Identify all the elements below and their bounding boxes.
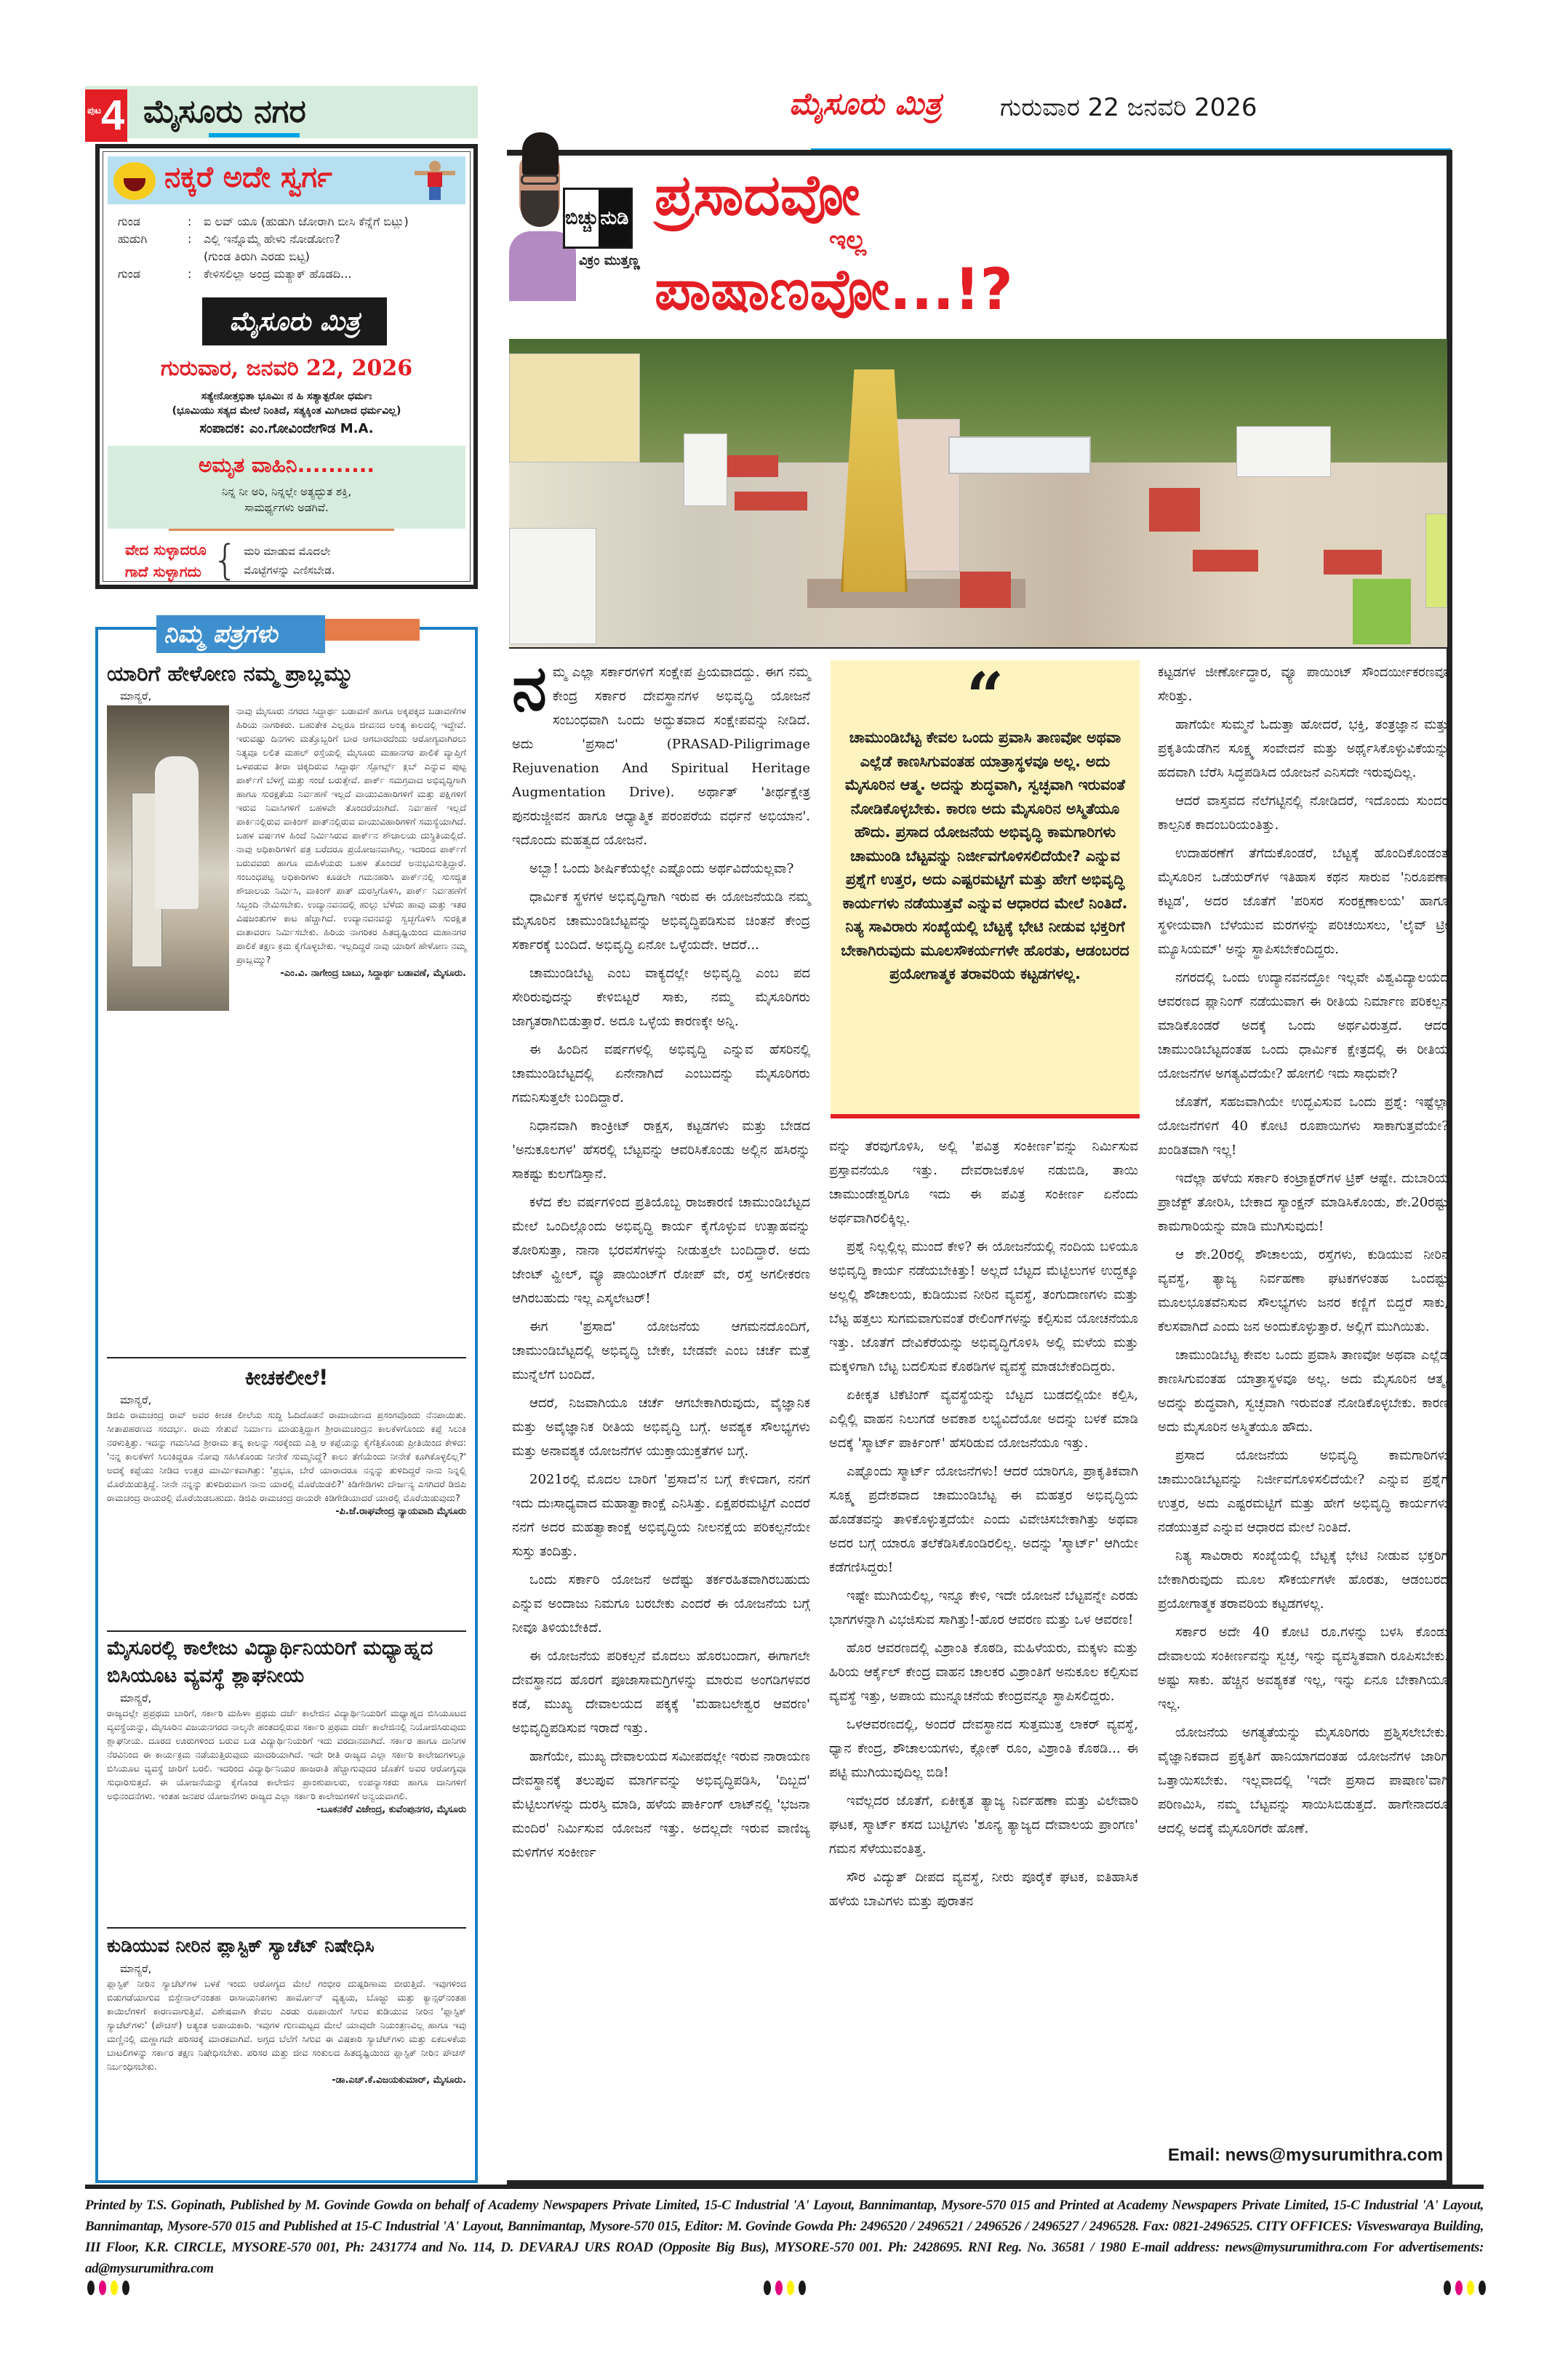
article-paragraph: ಇದೆಲ್ಲಾ ಹಳೆಯ ಸರ್ಕಾರಿ ಕಂಟ್ರಾಕ್ಟರ್‌ಗಳ ಟ್ರಿಕ್ ಆಷ್ಟೇ. ದುಬಾರಿಯ ಪ್ರಾಜೆಕ್ಟ್ ತೋರಿಸಿ, ಬೇಕಾದ ಸ್ಯಾಂಕ್ಷನ್ ಮಾಡಿಸಿಕೊಂಡು, ಶೇ.20ರಷ್ಟು ಕಾಮಗಾರಿಯನ್ನು ಮಾಡಿ ಮುಗಿಸುವುದು! [1158,1171,1449,1234]
letter-title: ಮೈಸೂರಲ್ಲಿ ಕಾಲೇಜು ವಿದ್ಯಾರ್ಥಿನಿಯರಿಗೆ ಮಧ್ಯಾಹ್ನದ ಬಿಸಿಯೂಟ ವ್ಯವಸ್ಥೆ ಶ್ಲಾಘನೀಯ [107,1637,433,1687]
article-paragraph: ಒಳಆವರಣದಲ್ಲಿ, ಅಂದರೆ ದೇವಸ್ಥಾನದ ಸುತ್ತಮುತ್ತ ಲಾಕರ್ ವ್ಯವಸ್ಥೆ, ಧ್ಯಾನ ಕೇಂದ್ರ, ಶೌಚಾಲಯಗಳು, ಕ್ಲೋಕ್ ರೂಂ, ವಿಶ್ರಾಂತಿ ಕೊಠಡಿ... ಈ ಪಟ್ಟಿ ಮುಗಿಯುವುದಿಲ್ಲ ಬಿಡಿ! [829,1717,1138,1780]
quote-mark-icon: “ [966,658,1004,735]
page-section-tab [85,86,478,138]
joke-text: ಐ ಲವ್ ಯೂ (ಹುಡುಗಿ ಜೋರಾಗಿ ಬೀಸಿ ಕೆನ್ನೆಗೆ ಬಿಟ್ಲು) [204,215,409,228]
page-label: ಪುಟ [87,105,102,116]
proverb-heading-line: ಗಾದೆ ಸುಳ್ಳಾಗದು [125,563,201,580]
amrutha-quote [108,484,465,516]
article-paragraph: ಏಕೀಕೃತ ಟಿಕೆಟಿಂಗ್ ವ್ಯವಸ್ಥೆಯನ್ನು ಬೆಟ್ಟದ ಬುಡದಲ್ಲಿಯೇ ಕಲ್ಪಿಸಿ, ಎಲ್ಲಿಲ್ಲಿ ವಾಹನ ನಿಲುಗಡೆ ಅವಕಾಶ ಲಭ್ಯವಿದೆಯೋ ಅದನ್ನು ಬಳಕೆ ಮಾಡಿ ಅದಕ್ಕೆ 'ಸ್ಮಾರ್ಟ್ ಪಾರ್ಕಿಂಗ್' ಹೆಸರಿಡುವ ಯೋಜನೆಯೂ ಇತ್ತು. [829,1388,1138,1451]
proverb-heading-line: ವೇದ ಸುಳ್ಳಾದರೂ [125,541,207,559]
letters-section [95,620,478,2183]
photo-roof [727,455,778,477]
photo-building [509,353,640,463]
letter-item [107,659,466,1014]
editorial-info-inner [103,151,471,582]
motto [103,389,470,418]
pull-quote [831,660,1140,1118]
proverb-line: ಮೊಟ್ಟೆಗಳನ್ನು ಎಣಿಸಬೇಡ. [244,564,335,577]
article-paragraph: ನಿಧಾನವಾಗಿ ಕಾಂಕ್ರೀಟ್ ರಾಕ್ಷಸ, ಕಟ್ಟಡಗಳು ಮತ್ತು ಬೇಡದ 'ಅನುಕೂಲಗಳ' ಹೆಸರಲ್ಲಿ ಬೆಟ್ಟವನ್ನು ಆವರಿಸಿಕೊಂಡು ಅಲ್ಲಿನ ಹಸಿರನ್ನು ಸಾಕಷ್ಟು ಕುಲಗೆಡಿಸ್ತಾನೆ. [512,1118,810,1182]
letter-salutation: ಮಾನ್ಯರೆ, [120,1692,152,1705]
edition-date: ಗುರುವಾರ, ಜನವರಿ 22, 2026 [160,356,413,381]
editor-credit: ಸಂಪಾದಕ: ಎಂ.ಗೋವಿಂದೇಗೌಡ M.A. [199,421,374,436]
letter-body: ನಾವು ಮೈಸೂರು ನಗರದ ಸಿದ್ದಾರ್ಥ ಬಡಾವಣೆ ಹಾಗೂ ಅಕ್ಕಪಕ್ಕದ ಬಡಾವಣೆಗಳ ಹಿರಿಯ ನಾಗರಿಕರು. ಬಹುತೇಕ ಎಲ್ಲರೂ ಜೀವನದ ಅಂತ್ಯ ಕಾಲದಲ್ಲಿ ಇದ್ದೇವೆ. ಇರುವಷ್ಟು ದಿನಗಳು ಮತ್ತೊಬ್ಬರಿಗೆ ಬಾರ ಆಗಬಾರದೆಂದು ಆರೋಗ್ಯವಾಗಿರಲು ನಿತ್ಯವೂ ಲಲಿತ ಮಹಲ್ ರಸ್ತೆಯಲ್ಲಿ ಮೈಸೂರು ಮಹಾನಗರ ಪಾಲಿಕೆ ವ್ಯಾಪ್ತಿಗೆ ಒಳಪಡುವ ತೀರಾ ಚಿಕ್ಕದಿರುವ ಸಿದ್ದಾರ್ಥ ಸ್ಪೋರ್ಟ್ಸ್ ಕ್ಲಬ್ ಎನ್ನುವ ಪುಟ್ಟ ಪಾರ್ಕ್‌ಗೆ ಬೆಳಗ್ಗೆ ಮತ್ತು ಸಂಜೆ ಬರುತ್ತೇವೆ. ಪಾರ್ಕ್ ಸಮಗ್ರವಾದ ಅಭಿವೃದ್ಧಿಗಾಗಿ ಹಾಗೂ ಸುರಕ್ಷತೆಯ ನಿರ್ವಹಣೆ ಇಲ್ಲದೆ ವಾಯುವಿಹಾರಿಗಳಿಗೆ ಮತ್ತು ಪಕ್ಷಿಗಳಿಗೆ ಇರುವ ನಿವಾಸಿಗಳಿಗೆ ಬಹಳವೇ ತೊಂದರೆಯಾಗಿದೆ. ನಿರ್ವಹಣೆ ಇಲ್ಲದೆ ಪಾರ್ಕಿನಲ್ಲಿರುವ ವಾಕಿಂಗ್ ಪಾತ್‌ನಲ್ಲಿರುವ ವಾಯುವಿಹಾರಿಗಳಿಗೆ ಸಮಸ್ಯೆಯಾಗಿದೆ. ಬಹಳ ವರ್ಷಗಳ ಹಿಂದೆ ನಿರ್ಮಿಸಿರುವ ಪಾರ್ಕ್‌ನ ಶೌಚಾಲಯ ದುಸ್ಥಿತಿಯಲ್ಲಿದೆ. ನಾವು ಅಧಿಕಾರಿಗಳಿಗೆ ಪತ್ರ ಬರೆದರೂ ಪ್ರಯೋಜನವಾಗಿಲ್ಲ. ಇದರಿಂದ ಪಾರ್ಕ್‌ಗೆ ಬರುವವರು ಹಾಗೂ ಮಹಿಳೆಯರು ಬಹಳ ತೊಂದರೆ ಅನುಭವಿಸುತ್ತಿದ್ದಾರೆ. ಸಂಬಂಧಪಟ್ಟ ಅಧಿಕಾರಿಗಳು ಕೂಡಲೇ ಗಮನಹರಿಸಿ ಪಾರ್ಕ್‌ನಲ್ಲಿ ಸುಸಜ್ಜಿತ ಶೌಚಾಲಯ ನಿರ್ಮಿಸಿ, ವಾಕಿಂಗ್ ಪಾತ್ ದುರಸ್ತಿಗೊಳಿಸಿ, ಪಾರ್ಕ್ ನಿರ್ವಹಣೆಗೆ ಸಿಬ್ಬಂದಿ ನೇಮಿಸಬೇಕು. ಉದ್ಯಾನವನದಲ್ಲಿ ಹುಲ್ಲು ಬೆಳೆದು ಹಾವು ಮತ್ತು ಇತರ ವಿಷಜಂತುಗಳ ಕಾಟ ಹೆಚ್ಚಾಗಿದೆ. ಉದ್ಯಾನವನವನ್ನು ಸ್ವಚ್ಛಗೊಳಿಸಿ ಸುರಕ್ಷಿತ ವಾತಾವರಣ ನಿರ್ಮಿಸಬೇಕು. ಹಿರಿಯ ನಾಗರಿಕರ ಹಿತದೃಷ್ಟಿಯಿಂದ ಮಹಾನಗರ ಪಾಲಿಕೆ ತಕ್ಷಣ ಕ್ರಮ ಕೈಗೊಳ್ಳಬೇಕು. ಇಲ್ಲದಿದ್ದರೆ ನಾವು ಯಾರಿಗೆ ಹೇಳೋಣ ನಮ್ಮ ಪ್ರಾಬ್ಲಮ್ಮು? [236,705,466,965]
letter-salutation: ಮಾನ್ಯರೆ, [120,1393,152,1406]
mini-masthead: ಮೈಸೂರು ಮಿತ್ರ [202,297,387,345]
letter-title: ಯಾರಿಗೆ ಹೇಳೋಣ ನಮ್ಮ ಪ್ರಾಬ್ಲಮ್ಮು [107,661,354,686]
article-paragraph: ಕಳೆದ ಕೆಲ ವರ್ಷಗಳಿಂದ ಪ್ರತಿಯೊಬ್ಬ ರಾಜಕಾರಣಿ ಚಾಮುಂಡಿಬೆಟ್ಟದ ಮೇಲೆ ಒಂದಿಲ್ಲೊಂದು ಅಭಿವೃದ್ಧಿ ಕಾರ್ಯ ಕೈಗೊಳ್ಳುವ ಉತ್ಸಾಹವನ್ನು ತೋರಿಸುತ್ತಾ, ನಾನಾ ಭರವಸೆಗಳನ್ನು ನೀಡುತ್ತಲೇ ಬಂದಿದ್ದಾರೆ. ಅದು ಜೇಂಟ್ ವ್ಹೀಲ್, ವ್ಯೂ ಪಾಯಿಂಟ್‌ಗೆ ರೋಪ್ ವೇ, ರಸ್ತೆ ಅಗಲೀಕರಣ ಆಗಿರಬಹುದು ಇಲ್ಲ ಎಸ್ಕಲೇಟರ್! [512,1195,810,1306]
letter-salutation: ಮಾನ್ಯರೆ, [120,1962,152,1975]
photo-roof [1324,550,1382,575]
header-date: ಗುರುವಾರ 22 ಜನವರಿ 2026 [1000,93,1257,122]
letter-body: ಡಿಜಿಪಿ ರಾಮಚಂದ್ರ ರಾವ್ ಅವರ ಕೀಚಕ ಲೀಲೆಯ ಸುದ್ದಿ ಓದಿದೊಡನೆ ರಾಮಾಯಣದ ಪ್ರಸಂಗವೊಂದು ನೆನಪಾಯಿತು. ಸೀತಾಪಹರಣದ ಸಂದರ್ಭ. ರಾಮ ಸೇತುವೆ ನಿರ್ಮಾಣ ಮಾಡುತ್ತಿದ್ದಾಗ ಶ್ರೀರಾಮಚಂದ್ರನ ಕಾಲಕೆಳಗೊಂದು ಕಪ್ಪೆ ಸಿಲುಕಿ ನರಳುತ್ತಿತ್ತು. ಇದನ್ನು ಗಮನಿಸಿದ ಶ್ರೀರಾಮ ತನ್ನ ಕಾಲನ್ನು ಸರಕ್ಕೆಂದು ಎತ್ತಿ ಆ ಕಪ್ಪೆಯನ್ನು ಕೈಗೆತ್ತಿಕೊಂಡು ಪ್ರೀತಿಯಿಂದ ಕೇಳಿದ: 'ನನ್ನ ಕಾಲಕೆಳಗೆ ಸಿಲುಕಿದ್ದರೂ ನೋವು ಸಹಿಸಿಕೊಂಡು ನೀನೇಕೆ ಸುಮ್ಮನಿದ್ದೆ? ಕಾಲು ತೆಗೆಯೆಂದು ನೀನೇಕೆ ಕೂಗಿಕೊಳ್ಳಲಿಲ್ಲ?' ಅದಕ್ಕೆ ಕಪ್ಪೆಯು ನೀಡಿದ ಉತ್ತರ ಮಾರ್ಮಿಕವಾಗಿತ್ತು: 'ಪ್ರಭೂ, ಬೇರೆ ಯಾರಾದರೂ ನನ್ನನ್ನು ತುಳಿದಿದ್ದರೆ ನಾನು ನಿನ್ನಲ್ಲಿ ಮೊರೆಯಿಡುತ್ತಿದ್ದೆ. ನೀನೇ ನನ್ನನ್ನು ತುಳಿದಿರುವಾಗ ನಾನು ಯಾರಲ್ಲಿ ಮೊರೆಯಿಡಲಿ?' ಕಿಡಿಗೇಡಿಗಳು ದೌರ್ಜನ್ಯ ಎಸಗಿದರೆ ಡಿಜಿಪಿ ರಾಮಚಂದ್ರ ರಾಯರಲ್ಲಿ ಮೊರೆಯಿಡಬಹುದು. ಡಿಜಿಪಿ ರಾಮಚಂದ್ರ ರಾಯರೇ ಕಿಡಿಗೇಡಿಯಾದರೆ ಯಾರಲ್ಲಿ ಮೊರೆಯಿಡುವುದು? [107,1409,466,1503]
letter-body: ರಾಜ್ಯದಲ್ಲೇ ಪ್ರಪ್ರಥಮ ಬಾರಿಗೆ, ಸರ್ಕಾರಿ ಮಹಿಳಾ ಪ್ರಥಮ ದರ್ಜೆ ಕಾಲೇಜಿನ ವಿದ್ಯಾರ್ಥಿನಿಯರಿಗೆ ಮಧ್ಯಾಹ್ನದ ಬಿಸಿಯೂಟದ ವ್ಯವಸ್ಥೆಯನ್ನು, ಮೈಸೂರಿನ ವಿಜಯನಗರದ ನಾಲ್ಕನೇ ಹಂತದಲ್ಲಿರುವ ಸರ್ಕಾರಿ ಪ್ರಥಮ ದರ್ಜೆ ಕಾಲೇಜಿನಲ್ಲಿ ನಿಯೋಜಿಸಿರುವುದು ಶ್ಲಾಘನೀಯ. ದೂರದ ಊರುಗಳಿಂದ ಬರುವ ಬಡ ವಿದ್ಯಾರ್ಥಿನಿಯರಿಗೆ ಇದು ವರದಾನವಾಗಿದೆ. ಸರ್ಕಾರ ಹಾಗೂ ದಾನಿಗಳ ನೆರವಿನಿಂದ ಈ ಕಾರ್ಯಕ್ರಮ ನಡೆಯುತ್ತಿರುವುದು ಮಾದರಿಯಾಗಿದೆ. ಇದೇ ರೀತಿ ರಾಜ್ಯದ ಎಲ್ಲಾ ಸರ್ಕಾರಿ ಕಾಲೇಜುಗಳಲ್ಲೂ ಬಿಸಿಯೂಟ ವ್ಯವಸ್ಥೆ ಜಾರಿಗೆ ಬರಲಿ. ಇದರಿಂದ ವಿದ್ಯಾರ್ಥಿನಿಯರ ಹಾಜರಾತಿ ಹೆಚ್ಚಾಗುವುದರ ಜೊತೆಗೆ ಅವರ ಆರೋಗ್ಯವೂ ಸುಧಾರಿಸುತ್ತದೆ. ಈ ಯೋಜನೆಯನ್ನು ಕೈಗೊಂಡ ಕಾಲೇಜಿನ ಪ್ರಾಂಶುಪಾಲರು, ಉಪನ್ಯಾಸಕರು ಹಾಗೂ ದಾನಿಗಳಿಗೆ ಅಭಿನಂದನೆಗಳು. ಇಂತಹ ಜನಪರ ಯೋಜನೆಗಳು ರಾಜ್ಯದ ಎಲ್ಲಾ ಸರ್ಕಾರಿ ಕಾಲೇಜುಗಳಿಗೆ ಅನ್ವಯವಾಗಲಿ. [107,1708,466,1801]
page-number: 4 [101,92,125,139]
letter-title: ಕುಡಿಯುವ ನೀರಿನ ಪ್ಲಾಸ್ಟಿಕ್ ಸ್ಯಾಚೆಟ್ ನಿಷೇಧಿಸಿ [107,1935,375,1956]
article-paragraph: ಎಷ್ಟೊಂದು ಸ್ಮಾರ್ಟ್ ಯೋಜನೆಗಳು! ಆದರೆ ಯಾರಿಗೂ, ಪ್ರಾಕೃತಿಕವಾಗಿ ಸೂಕ್ಷ್ಮ ಪ್ರದೇಶವಾದ ಚಾಮುಂಡಿಬೆಟ್ಟ ಈ ಮಹತ್ತರ ಅಭಿವೃದ್ಧಿಯ ಹೊಡೆತವನ್ನು ತಾಳಿಕೊಳ್ಳುತ್ತದೆಯೇ ಎಂದು ವಿವೇಚಿಸಬೇಕಾಗಿತ್ತು ಅಥವಾ ಅದರ ಬಗ್ಗೆ ಯಾರೂ ತಲೆಕೆಡಿಸಿಕೊಂಡಿರಲಿಲ್ಲ. ಅದನ್ನು 'ಸ್ಮಾರ್ಟ್' ಆಗಿಯೇ ಕಡೆಗಣಿಸಿದ್ದರು! [829,1464,1138,1575]
joke-line [118,231,460,248]
laughing-face-icon [113,162,156,200]
article-paragraph: ಧಾರ್ಮಿಕ ಸ್ಥಳಗಳ ಅಭಿವೃದ್ಧಿಗಾಗಿ ಇರುವ ಈ ಯೋಜನೆಯಡಿ ನಮ್ಮ ಮೈಸೂರಿನ ಚಾಮುಂಡಿಬೆಟ್ಟವನ್ನು ಅಭಿವೃದ್ಧಿಪಡಿಸುವ ಚಿಂತನೆ ಕೇಂದ್ರ ಸರ್ಕಾರಕ್ಕೆ ಬಂದಿದೆ. ಅಭಿವೃದ್ಧಿ ಏನೋ ಒಳ್ಳೆಯದೇ. ಆದರೆ... [512,889,810,953]
letter-signature: -ಬೂಕನಕೆರೆ ವಿಜೇಂದ್ರ, ಕುವೆಂಪುನಗರ, ಮೈಸೂರು [316,1804,466,1815]
letter-divider [107,1357,466,1358]
article-paragraph: ಈ ಯೋಜನೆಯ ಪರಿಕಲ್ಪನೆ ಮೊದಲು ಹೊರಬಂದಾಗ, ಈಗಾಗಲೇ ದೇವಸ್ಥಾನದ ಹೊರಗೆ ಪೂಜಾಸಾಮಗ್ರಿಗಳನ್ನು ಮಾರುವ ಅಂಗಡಿಗಳವರ ಕಡೆ, ಮುಖ್ಯ ದೇವಾಲಯದ ಪಕ್ಕಕ್ಕೆ 'ಮಹಾಬಲೇಶ್ವರ ಆವರಣ' ಅಭಿವೃದ್ಧಿಪಡಿಸುವ ಇರಾದೆ ಇತ್ತು. [512,1649,810,1736]
article-paragraph: ಕಟ್ಟಡಗಳ ಜೀರ್ಣೋದ್ಧಾರ, ವ್ಯೂ ಪಾಯಿಂಟ್ ಸೌಂದರ್ಯೀಕರಣವೂ ಸೇರಿತ್ತು. [1158,665,1449,704]
joke-text: ಕೇಳಿಸಲಿಲ್ಲಾ ಅಂದ್ರ ಮತ್ಯಾಕ್ ಹೊಡದಿ... [204,267,352,281]
registration-marks-left [87,2281,129,2295]
letter-divider [107,1927,466,1929]
author-name: ವಿಕ್ರಂ ಮುತ್ತಣ್ಣ [579,253,640,268]
joke-line [118,248,460,265]
article-paragraph: ನಿತ್ಯ ಸಾವಿರಾರು ಸಂಖ್ಯೆಯಲ್ಲಿ ಬೆಟ್ಟಕ್ಕೆ ಭೇಟಿ ನೀಡುವ ಭಕ್ತರಿಗೆ ಬೇಕಾಗಿರುವುದು ಮೂಲ ಸೌಕರ್ಯಗಳೇ ಹೊರತು, ಆಡಂಬರದ ಪ್ರಯೋಗಾತ್ಮಕ ತರಾವರಿಯ ಕಟ್ಟಡಗಳಲ್ಲ. [1158,1548,1449,1612]
dancing-man-icon [415,161,455,201]
amrutha-vahini-box [108,446,465,529]
article-paragraph: ಒಂದು ಸರ್ಕಾರಿ ಯೋಜನೆ ಅದೆಷ್ಟು ತರ್ಕರಹಿತವಾಗಿರಬಹುದು ಎನ್ನುವ ಅಂದಾಜು ನಿಮಗೂ ಬರಬೇಕು ಎಂದರೆ ಈ ಯೋಜನೆಯ ಬಗ್ಗೆ ನೀವೂ ತಿಳಿಯಬೇಕಿದೆ. [512,1572,810,1636]
article-paragraph: ಯೋಜನೆಯ ಅಗತ್ಯತೆಯನ್ನು ಮೈಸೂರಿಗರು ಪ್ರಶ್ನಿಸಲೇಬೇಕು. ವೈಜ್ಞಾನಿಕವಾದ ಪ್ರಕೃತಿಗೆ ಹಾನಿಯಾಗದಂತಹ ಯೋಜನೆಗಳ ಜಾರಿಗೆ ಒತ್ತಾಯಿಸಬೇಕು. ಇಲ್ಲವಾದಲ್ಲಿ 'ಇದೇ ಪ್ರಸಾದ ಪಾಷಾಣ'ವಾಗಿ ಪರಿಣಮಿಸಿ, ನಮ್ಮ ಬೆಟ್ಟವನ್ನು ಸಾಯಿಸಿಬಿಡುತ್ತದೆ. ಹಾಗೇನಾದರೂ ಆದಲ್ಲಿ ಅದಕ್ಕೆ ಮೈಸೂರಿಗರೇ ಹೊಣೆ. [1158,1725,1449,1836]
drop-cap: ನ [512,652,547,725]
article-paragraph: ನಗರದಲ್ಲಿ ಒಂದು ಉದ್ಯಾನವನದ್ದೋ ಇಲ್ಲವೇ ವಿಶ್ವವಿದ್ಯಾಲಯದ ಆವರಣದ ಪ್ಲಾನಿಂಗ್ ನಡೆಯುವಾಗ ಈ ರೀತಿಯ ನಿರ್ಮಾಣ ಪರಿಕಲ್ಪನೆ ಮಾಡಿಕೊಂಡರೆ ಅದಕ್ಕೆ ಒಂದು ಅರ್ಥವಿರುತ್ತದೆ. ಆದರೆ ಚಾಮುಂಡಿಬೆಟ್ಟದಂತಹ ಒಂದು ಧಾರ್ಮಿಕ ಕ್ಷೇತ್ರದಲ್ಲಿ ಈ ರೀತಿಯ ಯೋಜನೆಗಳ ಅಗತ್ಯವಿದೆಯೇ? ಹೋಗಲಿ ಇದು ಸಾಧುವೇ? [1158,970,1449,1081]
joke-dialogue [118,213,460,283]
letter-signature: -ಪಿ.ಜೆ.ರಾಘವೇಂದ್ರ ನ್ಯಾಯವಾದಿ ಮೈಸೂರು [335,1506,466,1517]
amrutha-line: ನಿನ್ನ ನೀ ಅರಿ, ನಿನ್ನಲ್ಲೇ ಅತ್ಯದ್ಭುತ ಶಕ್ತಿ, [221,485,352,498]
headline-line-1: ಪ್ರಸಾದವೋ [655,163,860,228]
article-paragraph: ಆದರೆ, ನಿಜವಾಗಿಯೂ ಚರ್ಚೆ ಆಗಬೇಕಾಗಿರುವುದು, ವೈಜ್ಞಾನಿಕ ಮತ್ತು ಅವೈಜ್ಞಾನಿಕ ರೀತಿಯ ಅಭಿವೃದ್ಧಿ ಬಗ್ಗೆ. ಅವಶ್ಯಕ ಸೌಲಭ್ಯಗಳು ಮತ್ತು ಅನಾವಶ್ಯಕ ಯೋಜನೆಗಳ ಯುಕ್ತಾಯುಕ್ತತೆಗಳ ಬಗ್ಗೆ. [512,1396,810,1459]
article-paragraph: ಪ್ರಸಾದ ಯೋಜನೆಯ ಅಭಿವೃದ್ಧಿ ಕಾಮಗಾರಿಗಳು ಚಾಮುಂಡಿಬೆಟ್ಟವನ್ನು ನಿರ್ಜೀವಗೊಳಿಸಲಿದೆಯೇ? ಎನ್ನುವ ಪ್ರಶ್ನೆಗೆ ಉತ್ತರ, ಅದು ಎಷ್ಟರಮಟ್ಟಿಗೆ ಮತ್ತು ಹೇಗೆ ಅಭಿವೃದ್ಧಿ ಕಾರ್ಯಗಳು ನಡೆಯುತ್ತವೆ ಎನ್ನುವ ಆಧಾರದ ಮೇಲೆ ನಿಂತಿದೆ. [1158,1448,1449,1535]
photo-roof [960,572,1011,608]
joke-line [118,213,460,231]
joke-banner [108,156,465,204]
photo-shed [948,436,1091,474]
photo-building [1425,513,1447,608]
article-paragraph: ಇಷ್ಟೇ ಮುಗಿಯಲಿಲ್ಲ, ಇನ್ನೂ ಕೇಳಿ, ಇದೇ ಯೋಜನೆ ಬೆಟ್ಟವನ್ನೇ ಎರಡು ಭಾಗಗಳನ್ನಾಗಿ ವಿಭಜಿಸುವ ಸಾಗಿತ್ತು!-ಹೊರ ಆವರಣ ಮತ್ತು ಒಳ ಆವರಣ! [829,1588,1138,1628]
article-paragraph: ಚಾಮುಂಡಿಬೆಟ್ಟ ಎಂಬ ವಾಕ್ಯದಲ್ಲೇ ಅಭಿವೃದ್ಧಿ ಎಂಬ ಪದ ಸೇರಿರುವುದನ್ನು ಕೇಳಿಬಿಟ್ಟರೆ ಸಾಕು, ನಮ್ಮ ಮೈಸೂರಿಗರು ಜಾಗೃತರಾಗಿಬಿಡುತ್ತಾರೆ. ಅದೂ ಒಳ್ಳೆಯ ಕಾರಣಕ್ಕೇ ಅನ್ನಿ. [512,966,810,1029]
pull-quote-text: ಚಾಮುಂಡಿಬೆಟ್ಟ ಕೇವಲ ಒಂದು ಪ್ರವಾಸಿ ತಾಣವೋ ಅಥವಾ ಎಲ್ಲೆಡೆ ಕಾಣಸಿಗುವಂತಹ ಯಾತ್ರಾಸ್ಥಳವೂ ಅಲ್ಲ. ಅದು ಮೈಸೂರಿನ ಆತ್ಮ. ಅದನ್ನು ಶುದ್ಧವಾಗಿ, ಸ್ವಚ್ಛವಾಗಿ ಇರುವಂತೆ ನೋಡಿಕೊಳ್ಳಬೇಕು. ಕಾರಣ ಅದು ಮೈಸೂರಿನ ಅಸ್ಮಿತೆಯೂ ಹೌದು. ಪ್ರಸಾದ ಯೋಜನೆಯ ಅಭಿವೃದ್ಧಿ ಕಾಮಗಾರಿಗಳು ಚಾಮುಂಡಿ ಬೆಟ್ಟವನ್ನು ನಿರ್ಜೀವಗೊಳಿಸಲಿದೆಯೇ? ಎನ್ನುವ ಪ್ರಶ್ನೆಗೆ ಉತ್ತರ, ಅದು ಎಷ್ಟರಮಟ್ಟಿಗೆ ಮತ್ತು ಹೇಗೆ ಅಭಿವೃದ್ಧಿ ಕಾರ್ಯಗಳು ನಡೆಯುತ್ತವೆ ಎನ್ನುವ ಆಧಾರದ ಮೇಲೆ ನಿಂತಿದೆ. ನಿತ್ಯ ಸಾವಿರಾರು ಸಂಖ್ಯೆಯಲ್ಲಿ ಬೆಟ್ಟಕ್ಕೆ ಭೇಟಿ ನೀಡುವ ಭಕ್ತರಿಗೆ ಬೇಕಾಗಿರುವುದು ಮೂಲಸೌಕರ್ಯಗಳೇ ಹೊರತು, ಆಡಂಬರದ ಪ್ರಯೋಗಾತ್ಮಕ ತರಾವರಿಯ ಕಟ್ಟಡಗಳಲ್ಲ. [841,729,1129,982]
article-paragraph: ಆದರೆ ವಾಸ್ತವದ ನೆಲೆಗಟ್ಟಿನಲ್ಲಿ ನೋಡಿದರೆ, ಇದೊಂದು ಸುಂದರ ಕಾಲ್ಪನಿಕ ಕಾದಂಬರಿಯಂತಿತ್ತು. [1158,793,1449,833]
letter-item [107,1363,466,1519]
article-column-3 [1158,660,1449,2137]
article-paragraph: ಚಾಮುಂಡಿಬೆಟ್ಟ ಕೇವಲ ಒಂದು ಪ್ರವಾಸಿ ತಾಣವೋ ಅಥವಾ ಎಲ್ಲೆಡೆ ಕಾಣಸಿಗುವಂತಹ ಯಾತ್ರಾಸ್ಥಳವೂ ಅಲ್ಲ. ಅದು ಮೈಸೂರಿನ ಆತ್ಮ. ಅದನ್ನು ಶುದ್ಧವಾಗಿ, ಸ್ವಚ್ಛವಾಗಿ ಇರುವಂತೆ ನೋಡಿಕೊಳ್ಳಬೇಕು. ಕಾರಣ ಅದು ಮೈಸೂರಿನ ಅಸ್ಮಿತೆಯೂ ಹೌದು. [1158,1348,1449,1435]
letter-item [107,1635,466,1817]
letter-item [107,1931,466,2088]
letter-body: ಪ್ಲಾಸ್ಟಿಕ್ ನೀರಿನ ಸ್ಯಾಚೆಟ್‌ಗಳ ಬಳಕೆ ಇಂದು ಆರೋಗ್ಯದ ಮೇಲೆ ಗಂಭೀರ ದುಷ್ಪರಿಣಾಮ ಬೀರುತ್ತಿದೆ. ಇವುಗಳಿಂದ ಬಿಡುಗಡೆಯಾಗುವ ಬಿಸ್ಫೇನಾಲ್‌ನಂತಹ ರಾಸಾಯನಿಕಗಳು ಹಾರ್ಮೋನ್ ವ್ಯತ್ಯಯ, ಬೊಜ್ಜು ಮತ್ತು ಕ್ಯಾನ್ಸರ್‌ನಂತಹ ಕಾಯಿಲೆಗಳಿಗೆ ಕಾರಣವಾಗುತ್ತಿವೆ. ವಿಶೇಷವಾಗಿ ಕೇವಲ ಎರಡು ರೂಪಾಯಿಗೆ ಸಿಗುವ ಕುಡಿಯುವ ನೀರಿನ 'ಪ್ಲಾಸ್ಟಿಕ್ ಸ್ಯಾಚೆಟ್‌ಗಳು' (ಪೌಚಸ್) ಅತ್ಯಂತ ಅಪಾಯಕಾರಿ. ಇವುಗಳ ಗುಣಮಟ್ಟದ ಮೇಲೆ ಯಾವುದೇ ನಿಯಂತ್ರಣವಿಲ್ಲ ಹಾಗೂ ಇವು ಮಣ್ಣಿನಲ್ಲಿ ಮಣ್ಣಾಗದೇ ಪರಿಸರಕ್ಕೆ ಮಾರಕವಾಗಿವೆ. ಅಗ್ಗದ ಬೆಲೆಗೆ ಸಿಗುವ ಈ ವಿಷಕಾರಿ ಸ್ಯಾಚೆಟ್‌ಗಳು ಮತ್ತು ಏಕಬಳಕೆಯ ಬಾಟಲಿಗಳನ್ನು ಸರ್ಕಾರ ತಕ್ಷಣ ನಿಷೇಧಿಸಬೇಕು. ಪರಿಸರ ಮತ್ತು ಜೀವ ಸಂಕುಲದ ಹಿತದೃಷ್ಟಿಯಿಂದ ಪ್ಲಾಸ್ಟಿಕ್ ನೀರಿನ ಪೌಚಸ್ ನಿರ್ಬಂಧಿಸಬೇಕು. [107,1978,466,2072]
article-paragraph: ಆ ಶೇ.20ರಲ್ಲಿ ಶೌಚಾಲಯ, ರಸ್ತೆಗಳು, ಕುಡಿಯುವ ನೀರಿನ ವ್ಯವಸ್ಥೆ, ತ್ಯಾಜ್ಯ ನಿರ್ವಹಣಾ ಘಟಕಗಳಂತಹ ಒಂದಷ್ಟು ಮೂಲಭೂತವೆನಿಸುವ ಸೌಲಭ್ಯಗಳು ಜನರ ಕಣ್ಣಿಗೆ ಬಿದ್ದರೆ ಸಾಕು, ಕೆಲಸವಾಗಿದೆ ಎಂದು ಜನ ಅಂದುಕೊಳ್ಳುತ್ತಾರೆ. ಅಲ್ಲಿಗೆ ಮುಗಿಯಿತು. [1158,1247,1449,1334]
letters-banner: ನಿಮ್ಮ ಪತ್ರಗಳು [156,615,325,653]
column-tag-right: ನುಡಿ [599,190,631,247]
registration-marks-center [764,2281,806,2295]
proverb-body [244,542,335,580]
header-divider-short [209,133,300,137]
masthead-logo[interactable]: ಮೈಸೂರು ಮಿತ್ರ [789,86,942,121]
article-paragraph: ಹೊರ ಆವರಣದಲ್ಲಿ ವಿಶ್ರಾಂತಿ ಕೊಠಡಿ, ಮಹಿಳೆಯರು, ಮಕ್ಕಳು ಮತ್ತು ಹಿರಿಯ ಆರ್ಕೈಲ್ ಕೇಂದ್ರ ವಾಹನ ಚಾಲಕರ ವಿಶ್ರಾಂತಿಗೆ ಅನುಕೂಲ ಕಲ್ಪಿಸುವ ವ್ಯವಸ್ಥೆ ಇತ್ತು, ಅಪಾಯ ಮುನ್ನೂಚನೆಯ ಕೇಂದ್ರವನ್ನೂ ಸ್ಥಾಪಿಸಲಿದ್ದರು. [829,1641,1138,1704]
joke-line [118,265,460,283]
column-tag [563,188,633,249]
person-figure [155,756,199,909]
section-title: ಮೈಸೂರು ನಗರ [143,93,306,130]
photo-roof [1149,488,1200,532]
joke-colon [188,248,204,265]
photo-building-green [1353,579,1411,644]
proverb-line: ಮರಿ ಮಾಡುವ ಮೊದಲೇ [244,545,331,558]
letter-salutation: ಮಾನ್ಯರೆ, [120,689,152,702]
column-tag-left: ಬಿಚ್ಚು [565,190,599,247]
article-paragraph: ಇವೆಲ್ಲದರ ಜೊತೆಗೆ, ಏಕೀಕೃತ ತ್ಯಾಜ್ಯ ನಿರ್ವಹಣಾ ಮತ್ತು ವಿಲೇವಾರಿ ಘಟಕ, ಸ್ಮಾರ್ಟ್ ಕಸದ ಬುಟ್ಟಿಗಳು 'ಶೂನ್ಯ ತ್ಯಾಜ್ಯದ ದೇವಾಲಯ ಪ್ರಾಂಗಣ' ಗಮನ ಸೆಳೆಯುವಂತಿತ್ತ. [829,1793,1138,1857]
headline-line-2: ಪಾಷಾಣವೋ...!? [655,257,1013,323]
photo-building [509,528,596,644]
article-paragraph: ಈ ಹಿಂದಿನ ವರ್ಷಗಳಲ್ಲಿ ಅಭಿವೃದ್ಧಿ ಎನ್ನುವ ಹೆಸರಿನಲ್ಲಿ ಚಾಮುಂಡಿಬೆಟ್ಟದಲ್ಲಿ ಏನೇನಾಗಿದೆ ಎಂಬುದನ್ನು ಮೈಸೂರಿಗರು ಗಮನಿಸುತ್ತಲೇ ಬಂದಿದ್ದಾರೆ. [512,1042,810,1105]
motto-sanskrit: ಸತ್ಯೇನೋತ್ತಭಿತಾ ಭೂಮಿಃ ನ ಹಿ ಸತ್ಯಾತ್ಪರೋ ಧರ್ಮಃ [201,391,372,402]
article-paragraph: ಸೌರ ವಿದ್ಯುತ್ ದೀಪದ ವ್ಯವಸ್ಥೆ, ನೀರು ಪೂರೈಕೆ ಘಟಕ, ಐತಿಹಾಸಿಕ ಹಳೆಯ ಬಾವಿಗಳು ಮತ್ತು ಪುರಾತನ [829,1870,1138,1909]
page-number-badge [85,89,127,142]
article-paragraph: ಜೊತೆಗೆ, ಸಹಜವಾಗಿಯೇ ಉದ್ಭವಿಸುವ ಒಂದು ಪ್ರಶ್ನೆ: ಇಷ್ಟೆಲ್ಲಾ ಯೋಜನೆಗಳಿಗೆ 40 ಕೋಟಿ ರೂಪಾಯಿಗಳು ಸಾಕಾಗುತ್ತವೆಯೇ? ಖಂಡಿತವಾಗಿ ಇಲ್ಲ! [1158,1094,1449,1158]
letter-divider [107,1630,466,1632]
letter-signature: -ಎಂ.ವಿ. ನಾಗೇಂದ್ರ ಬಾಬು, ಸಿದ್ದಾರ್ಥ ಬಡಾವಣೆ, ಮೈಸೂರು. [280,968,466,979]
registration-marks-right [1444,2281,1486,2295]
article-paragraph: ಸರ್ಕಾರ ಅದೇ 40 ಕೋಟಿ ರೂ.ಗಳನ್ನು ಬಳಸಿ ಕೊಂಡು ದೇವಾಲಯ ಸಂಕೀರ್ಣವನ್ನು ಸ್ವಚ್ಛ, ಇನ್ನು ವ್ಯವಸ್ಥಿತವಾಗಿ ರೂಪಿಸಬೇಕು. ಅಷ್ಟು ಸಾಕು. ಹೆಚ್ಚಿನ ಅವಶ್ಯಕತೆ ಇಲ್ಲ, ಇನ್ನು ಏನೂ ಬೇಕಾಗಿಯೂ ಇಲ್ಲ. [1158,1625,1449,1712]
paragraph-text: ಮ್ಮ ಎಲ್ಲಾ ಸರ್ಕಾರಗಳಿಗೆ ಸಂಕ್ಷೇಪ ಪ್ರಿಯವಾದದ್ದು. ಈಗ ನಮ್ಮ ಕೇಂದ್ರ ಸರ್ಕಾರ ದೇವಸ್ಥಾನಗಳ ಅಭಿವೃದ್ಧಿ ಯೋಜನೆ ಸಂಬಂಧವಾಗಿ ಒಂದು ಅದ್ಭುತವಾದ ಸಂಕ್ಷೇಪವನ್ನು ನೀಡಿದೆ. ಅದು 'ಪ್ರಸಾದ' (PRASAD-Piligrimage Rejuvenation And Spiritual Heritage Augmentation Drive). ಅರ್ಥಾತ್ 'ತೀರ್ಥಕ್ಷೇತ್ರ ಪುನರುಜ್ಜೀವನ ಹಾಗೂ ಆಧ್ಯಾತ್ಮಿಕ ಪರಂಪರೆಯ ವರ್ಧನೆ ಅಭಿಯಾನ'. ಇದೊಂದು ಮಹತ್ವದ ಯೋಜನೆ. [512,665,810,848]
joke-colon: : [188,215,192,228]
footer-divider [85,2185,1484,2189]
photo-building [684,433,727,506]
article-paragraph [512,652,810,852]
editorial-info-box [95,144,478,589]
article-column-2 [829,1134,1138,2182]
article-paragraph: ವನ್ನು ತೆರವುಗೊಳಿಸಿ, ಅಲ್ಲಿ 'ಪವಿತ್ರ ಸಂಕೀರ್ಣ'ವನ್ನು ನಿರ್ಮಿಸುವ ಪ್ರಸ್ತಾವನೆಯೂ ಇತ್ತು. ದೇವರಾಜಕೊಳ ನಡುಬಿಡಿ, ತಾಯಿ ಚಾಮುಂಡೇಶ್ವರಿಗೂ ಇದು ಈ ಪವಿತ್ರ ಸಂಕೀರ್ಣ ಏನೆಂದು ಅರ್ಥವಾಗಿರಲಿಕ್ಕಿಲ್ಲ. [829,1139,1138,1226]
temple-aerial-photo [509,339,1447,649]
divider [169,529,394,531]
headline-connector: ಇಲ್ಲ [829,225,867,255]
article-paragraph: ಅಬ್ಬಾ! ಒಂದು ಶೀರ್ಷಿಕೆಯಲ್ಲೇ ಎಷ್ಟೊಂದು ಅರ್ಥವಿದೆಯಲ್ಲವಾ? [529,861,794,876]
joke-text: ಎಲ್ಲಿ ಇನ್ನೊಮ್ಮೆ ಹೇಳು ನೋಡೋಣ? [204,232,340,246]
joke-speaker: ಗುಂಡ [118,215,141,228]
amrutha-line: ಸಾಮರ್ಥ್ಯಗಳು ಅಡಗಿವೆ. [244,501,329,514]
print-imprint: Printed by T.S. Gopinath, Published by M. Govinde Gowda on behalf of Academy Newspapers Private Limited, 15-C Industrial 'A' Layout, Bannimantap, Mysore-570 015 and Printed at Academy Newspapers Private Limited, 15-C Industrial 'A' Layout, Bannimantap, Mysore-570 015 and Published at 15-C Industrial 'A' Layout, Bannimantap, Mysore-570 015, Editor: M. Govinde Gowda Ph: 2496520 / 2496521 / 2496526 / 2496527 / 2496528. Fax: 0821-2496525. CITY OFFICES: Visveswaraya Building, III Floor, K.R. CIRCLE, MYSORE-570 001, Ph: 2431774 and No. 114, D. DEVARAJ URS ROAD (Opposite Big Bus), MYSORE-570 001. Ph: 2428695. RNI Reg. No. 36581 / 1980 E-mail address: news@mysurumithra.com For advertisements: ad@mysurumithra.com [85,2198,1484,2276]
amrutha-title: ಅಮೃತ ವಾಹಿನಿ.......... [199,453,375,477]
article-paragraph: ಹಾಗೆಯೇ ಸುಮ್ಮನೆ ಓದುತ್ತಾ ಹೋದರೆ, ಭಕ್ತಿ, ತಂತ್ರಜ್ಞಾನ ಮತ್ತು ಪ್ರಕೃತಿಯೆಡೆಗಿನ ಸೂಕ್ಷ್ಮ ಸಂವೇದನೆ ಮತ್ತು ಅರ್ಥೈಸಿಕೊಳ್ಳುವಿಕೆಯನ್ನು ಹದವಾಗಿ ಬೆರೆಸಿ ಸಿದ್ಧಪಡಿಸಿದ ಯೋಜನೆ ಎನಿಸದೇ ಇರುವುದಿಲ್ಲ. [1158,717,1449,780]
joke-speaker: ಗುಂಡ [118,267,141,281]
photo-town [509,463,1447,647]
proverb [125,539,335,583]
joke-speaker [118,248,188,265]
article-paragraph: ಹಾಗೆಯೇ, ಮುಖ್ಯ ದೇವಾಲಯದ ಸಮೀಪದಲ್ಲೇ ಇರುವ ನಾರಾಯಣ ದೇವಸ್ಥಾನಕ್ಕೆ ತಲುಪುವ ಮಾರ್ಗವನ್ನು ಅಭಿವೃದ್ಧಿಪಡಿಸಿ, 'ದಿಬ್ಬದ' ಮೆಟ್ಟಿಲುಗಳನ್ನು ದುರಸ್ತಿ ಮಾಡಿ, ಹಳೆಯ ಪಾರ್ಕಿಂಗ್ ಲಾಟ್‌ನಲ್ಲಿ 'ಭಜನಾ ಮಂದಿರ' ನಿರ್ಮಿಸುವ ಯೋಜನೆ ಇತ್ತು. ಅದಲ್ಲದೇ ಇರುವ ವಾಣಿಜ್ಯ ಮಳಿಗೆಗಳ ಸಂಕೀರ್ಣ [512,1749,810,1860]
joke-colon: : [188,267,192,281]
letters-banner-accent [325,619,420,641]
motto-translation: (ಭೂಮಿಯು ಸತ್ಯದ ಮೇಲೆ ನಿಂತಿದೆ, ಸತ್ಯಕ್ಕಿಂತ ಮಿಗಿಲಾದ ಧರ್ಮವಿಲ್ಲ) [172,405,401,417]
joke-title: ನಕ್ಕರೆ ಅದೇ ಸ್ವರ್ಗ [164,161,332,194]
article-paragraph: ಉದಾಹರಣೆಗೆ ತೆಗೆದುಕೊಂಡರೆ, ಬೆಟ್ಟಕ್ಕೆ ಹೊಂದಿಕೊಂಡಂತೆ ಮೈಸೂರಿನ ಒಡೆಯರ್‌ಗಳ ಇತಿಹಾಸ ಕಥನ ಸಾರುವ 'ನಿರೂಪಣಾ ಕಟ್ಟಡ', ಅದರ ಜೊತೆಗೆ 'ಪರಿಸರ ಸಂರಕ್ಷಣಾಲಯ' ಹಾಗೂ ಸ್ಥಳೀಯವಾಗಿ ಬೆಳೆಯುವ ಮರಗಳನ್ನು ಪರಿಚಯಿಸಲು, 'ಲೈವ್ ಟ್ರೀ ಮ್ಯೂಸಿಯಮ್' ಅನ್ನು ಸ್ಥಾಪಿಸಬೇಕೆಂದಿದ್ದರು. [1158,846,1449,957]
article-paragraph: ಪ್ರಶ್ನೆ ನಿಲ್ಲಲ್ಲಿಲ್ಲ ಮುಂದೆ ಕೇಳಿ? ಈ ಯೋಜನೆಯಲ್ಲಿ ನಂದಿಯ ಬಳಿಯೂ ಅಭಿವೃದ್ಧಿ ಕಾರ್ಯ ನಡೆಯಬೇಕಿತ್ತು! ಅಲ್ಲದೆ ಬೆಟ್ಟದ ಮೆಟ್ಟಿಲುಗಳ ಉದ್ದಕ್ಕೂ ಅಲ್ಲಲ್ಲಿ ಶೌಚಾಲಯ, ಕುಡಿಯುವ ನೀರಿನ ವ್ಯವಸ್ಥೆ, ತಂಗುದಾಣಗಳು ಮತ್ತು ಬೆಟ್ಟ ಹತ್ತಲು ಸುಗಮವಾಗುವಂತೆ ರೇಲಿಂಗ್‌ಗಳನ್ನು ಕಲ್ಪಿಸುವ ಯೋಚನೆಯೂ ಇತ್ತು. ಜೊತೆಗೆ ದೇವಿಕೆರೆಯನ್ನು ಅಭಿವೃದ್ಧಿಗೊಳಿಸಿ ಅಲ್ಲಿ ಮಳೆಯ ಮತ್ತು ಮಕ್ಕಳಿಗಾಗಿ ಬೆಟ್ಟ ಬದಲಿಸುವ ಕೊಠಡಿಗಳ ವ್ಯವಸ್ಥೆ ಮಾಡಬೇಕೆಂದಿದ್ದರು. [829,1239,1138,1374]
article-paragraph: ಈಗ 'ಪ್ರಸಾದ' ಯೋಜನೆಯ ಆಗಮನದೊಂದಿಗೆ, ಚಾಮುಂಡಿಬೆಟ್ಟದಲ್ಲಿ ಅಭಿವೃದ್ಧಿ ಬೇಕೇ, ಬೇಡವೇ ಎಂಬ ಚರ್ಚೆ ಮತ್ತೆ ಮುನ್ನೆಲೆಗೆ ಬಂದಿದೆ. [512,1319,810,1382]
photo-roof [1193,550,1258,572]
proverb-heading [125,539,207,583]
letter-photo [107,705,229,1011]
photo-building [1236,426,1331,477]
contact-email[interactable]: Email: news@mysurumithra.com [1167,2145,1444,2165]
article-column-1 [512,652,810,2180]
letter-title: ಕೀಚಕಲೀಲೆ! [244,1365,329,1390]
brace-icon: { [212,537,239,584]
joke-colon: : [188,232,192,246]
article-paragraph: 2021ರಲ್ಲಿ ಮೊದಲ ಬಾರಿಗೆ 'ಪ್ರಸಾದ'ನ ಬಗ್ಗೆ ಕೇಳಿದಾಗ, ನನಗೆ ಇದು ದುಃಸಾಧ್ಯವಾದ ಮಹಾತ್ವಾಕಾಂಕ್ಷೆ ಎನಿಸಿತ್ತು. ಏಕ್ಷಪರಮಟ್ಟಿಗೆ ಎಂದರೆ ನನಗೆ ಅದರ ಮಹತ್ವಾಕಾಂಕ್ಷೆ ಅಭಿವೃದ್ಧಿಯ ನೀಲನಕ್ಷೆಯ ಪರಿಕಲ್ಪನೆಯೇ ಸುಸ್ತು ತಂದಿತ್ತು. [512,1472,810,1559]
photo-roof [735,492,807,511]
joke-text: (ಗುಂಡ ತಿರುಗಿ ಎರಡು ಬಿಟ್ಟ) [204,249,310,263]
letter-signature: -ಡಾ.ಎಚ್.ಕೆ.ವಿಜಯಕುಮಾರ್, ಮೈಸೂರು. [332,2075,466,2086]
joke-speaker: ಹುಡುಗಿ [118,232,148,246]
